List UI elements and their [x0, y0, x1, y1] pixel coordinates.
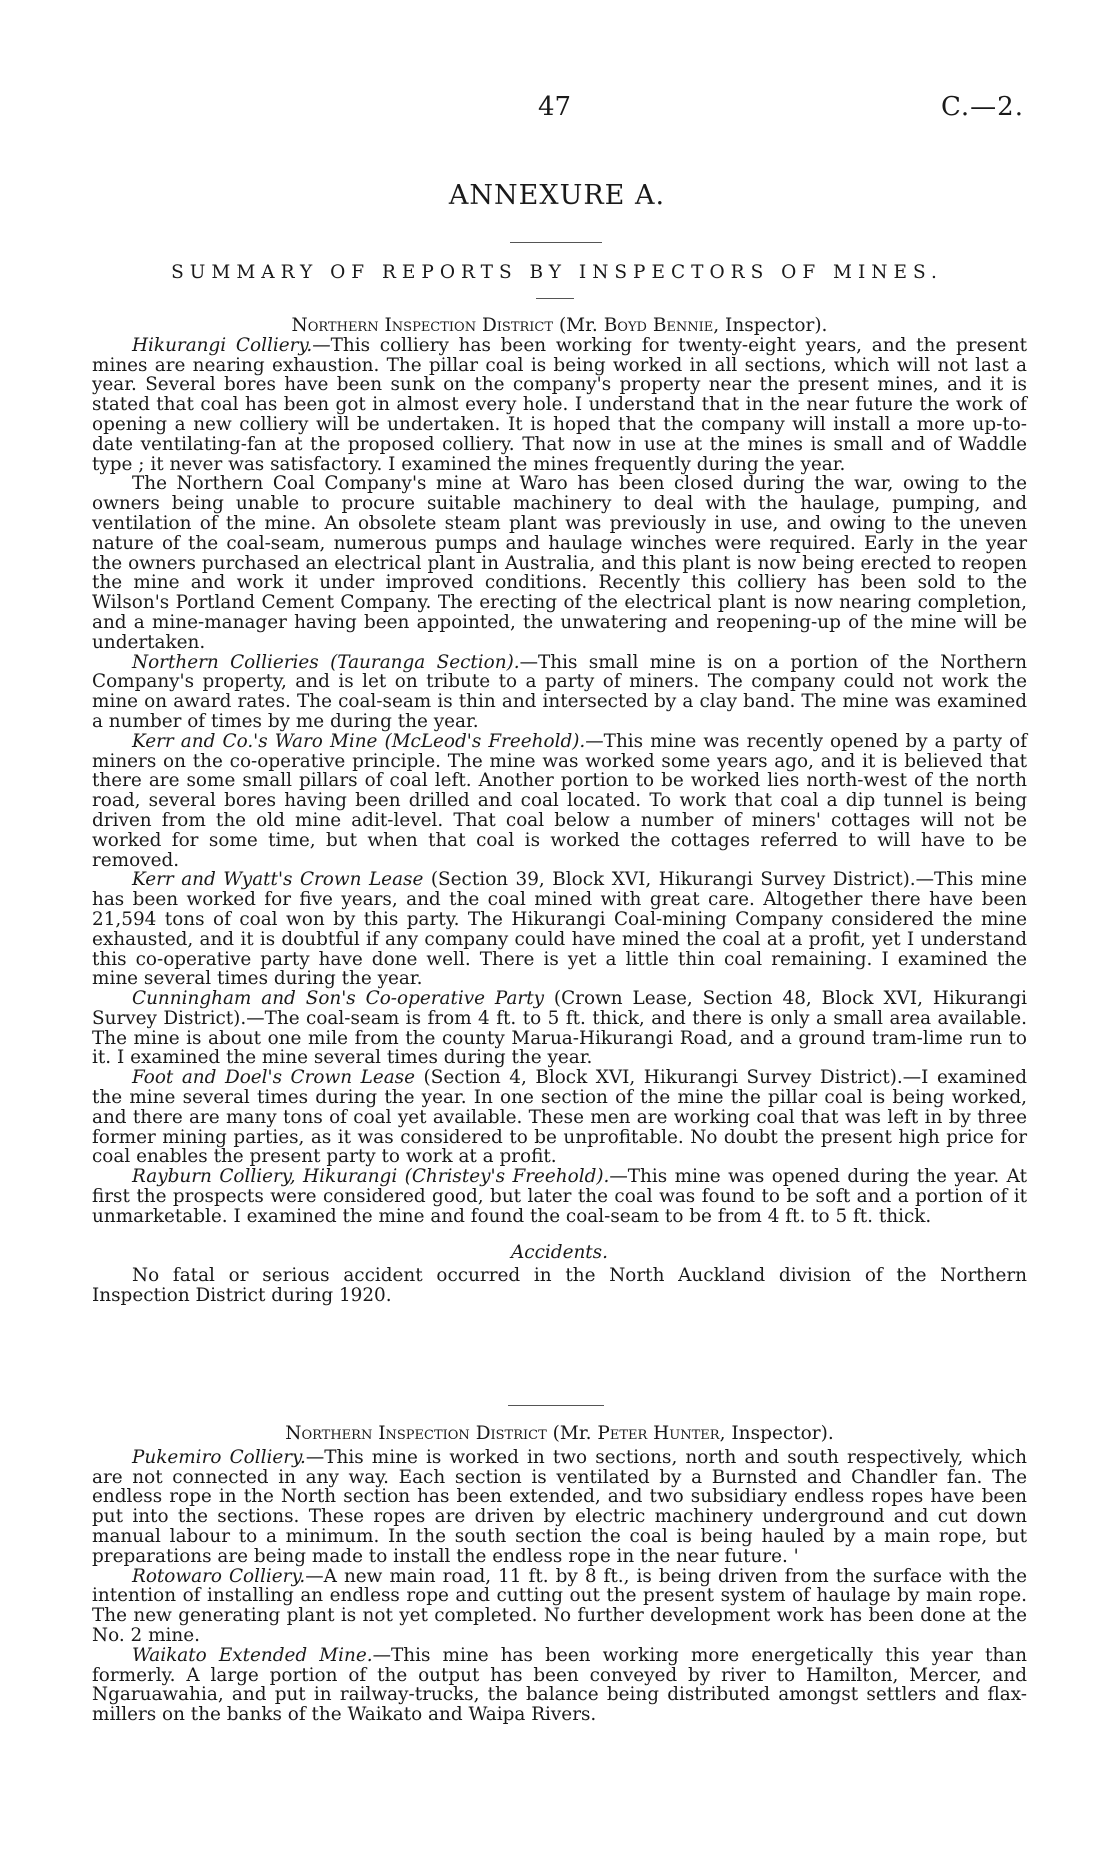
page-number: 47 — [538, 92, 572, 122]
mine-title: Northern Collieries (Tauranga Section). — [132, 651, 520, 673]
paragraph-kerr-wyatt: Kerr and Wyatt's Crown Lease (Section 39, Block XVI, Hikurangi Survey District).—This mine has been worked for five years, and the coal mined with great care. Altogether there have been 21,594 tons of coal won by this party. The Hikurangi Coal-mining Company considered the mine exhausted, and it is doubtful if any company could have mined the coal at a profit, yet I understand this co-operative party have done well. There is yet a little thin coal remaining. I examined the mine several times during the year. — [92, 869, 1027, 990]
district-heading: Northern Inspection District (Mr. Peter Hunter, Inspector). — [285, 1423, 834, 1444]
mine-title: Pukemiro Colliery. — [132, 1446, 306, 1468]
section-divider — [508, 1405, 604, 1406]
paragraph-cunningham: Cunningham and Son's Co-operative Party (Crown Lease, Section 48, Block XVI, Hikurangi Survey District).—The coal-seam is from 4 ft. to 5 ft. thick, and there is only a small area available. The mine is about one mile from the county Marua-Hikurangi Road, and a ground tram-lime run to it. I examined the mine several times during the year. — [92, 988, 1028, 1069]
mine-title: Kerr and Wyatt's Crown Lease — [132, 869, 424, 891]
section-northern-district-2 — [92, 1424, 1027, 1725]
annexure-title: ANNEXURE A. — [448, 180, 666, 211]
paragraph-kerr-co: Kerr and Co.'s Waro Mine (McLeod's Freehold).—This mine was recently opened by a party of miners on the co-operative principle. The mine was worked some years ago, and it is believed that there are some small pillars of coal left. Another portion to be worked lies north-west of the north road, several bores having been drilled and coal located. To work that coal a dip tunnel is being driven from the old mine adit-level. That coal below a number of miners' cottages will not be worked for some time, but when that coal is worked the cottages referred to will have to be removed. — [92, 730, 1028, 871]
title-rule — [510, 242, 602, 243]
mine-title: Cunningham and Son's Co-operative Party — [132, 988, 545, 1010]
accidents-heading: Accidents. — [511, 1241, 608, 1263]
mine-title: Kerr and Co.'s Waro Mine (McLeod's Freehold). — [132, 730, 586, 752]
mine-title: Rayburn Colliery, Hikurangi (Christey's Freehold). — [132, 1166, 610, 1188]
mine-title: Hikurangi Colliery. — [132, 334, 313, 356]
summary-rule — [536, 298, 574, 299]
paragraph-rayburn: Rayburn Colliery, Hikurangi (Christey's Freehold).—This mine was opened during the year. At first the prospects were considered good, but later the coal was found to be soft and a portion of it unmarketable. I examined the mine and found the coal-seam to be from 4 ft. to 5 ft. thick. — [92, 1166, 1027, 1227]
district-heading: Northern Inspection District (Mr. Boyd Bennie, Inspector). — [291, 315, 828, 336]
paragraph-foot-doel: Foot and Doel's Crown Lease (Section 4, Block XVI, Hikurangi Survey District).—I examined the mine several times during the year. In one section of the mine the pillar coal is being worked, and there are many tons of coal yet available. These men are working coal that was left in by three former mining parties, as it was considered to be unprofitable. No doubt the present high price for coal enables the present party to work at a profit. — [92, 1067, 1028, 1168]
section-northern-district-1 — [92, 316, 1027, 1306]
paragraph-hikurangi: Hikurangi Colliery.—This colliery has been working for twenty-eight years, and the present mines are nearing exhaustion. The pillar coal is being worked in all sections, which will not last a year. Several bores have been sunk on the company's property near the present mines, and it is stated that coal has been got in almost every hole. I understand that in the near future the work of opening a new colliery will be undertaken. It is hoped that the company will install a more up-to-date ventilating-fan at the proposed colliery. That now in use at the mines is small and of Waddle type ; it never was satisfactory. I examined the mines frequently during the year. — [92, 334, 1028, 475]
page-header — [0, 92, 1114, 128]
paragraph-rotowaro: Rotowaro Colliery.—A new main road, 11 ft. by 8 ft., is being driven from the surface with the intention of installing an endless rope and cutting out the present system of haulage by main rope. The new generating plant is not yet completed. No further development work has been done at the No. 2 mine. — [92, 1565, 1027, 1646]
paragraph-waikato: Waikato Extended Mine.—This mine has been working more energetically this year than formerly. A large portion of the output has been conveyed by river to Hamilton, Mercer, and Ngaruawahia, and put in railway-trucks, the balance being distributed amongst settlers and flax-millers on the banks of the Waikato and Waipa Rivers. — [92, 1644, 1027, 1726]
paragraph-waro: The Northern Coal Company's mine at Waro has been closed during the war, owing to the owners being unable to procure suitable machinery to deal with the haulage, pumping, and ventilation of the mine. An obsolete steam plant was previously in use, and owing to the uneven nature of the coal-seam, numerous pumps and haulage winches were required. Early in the year the owners purchased an electrical plant in Australia, and this plant is now being erected to reopen the mine and work it under improved conditions. Recently this colliery has been sold to the Wilson's Portland Cement Company. The erecting of the electrical plant is now nearing completion, and a mine-manager having been appointed, the unwatering and reopening-up of the mine will be undertaken. — [92, 473, 1027, 653]
mine-title: Waikato Extended Mine. — [132, 1644, 373, 1666]
mine-title: Rotowaro Colliery. — [132, 1565, 306, 1587]
mine-title: Foot and Doel's Crown Lease — [132, 1067, 416, 1089]
document-reference: C.—2. — [940, 92, 1024, 122]
paragraph-tauranga: Northern Collieries (Tauranga Section).—This small mine is on a portion of the Northern Company's property, and is let on tribute to a party of miners. The company could not work the mine on award rates. The coal-seam is thin and intersected by a clay band. The mine was examined a number of times by me during the year. — [92, 651, 1027, 732]
summary-heading: SUMMARY OF REPORTS BY INSPECTORS OF MINES. — [171, 262, 943, 283]
paragraph-pukemiro: Pukemiro Colliery.—This mine is worked in two sections, north and south respectively, which are not connected in any way. Each section is ventilated by a Burnsted and Chandler fan. The endless rope in the North section has been extended, and two subsidiary endless ropes have been put into the sections. These ropes are driven by electric machinery underground and cut down manual labour to a minimum. In the south section the coal is being hauled by a main rope, but preparations are being made to install the endless rope in the near future. ' — [92, 1446, 1027, 1567]
paragraph-accidents: No fatal or serious accident occurred in the North Auckland division of the Northern Inspection District during 1920. — [92, 1265, 1027, 1307]
